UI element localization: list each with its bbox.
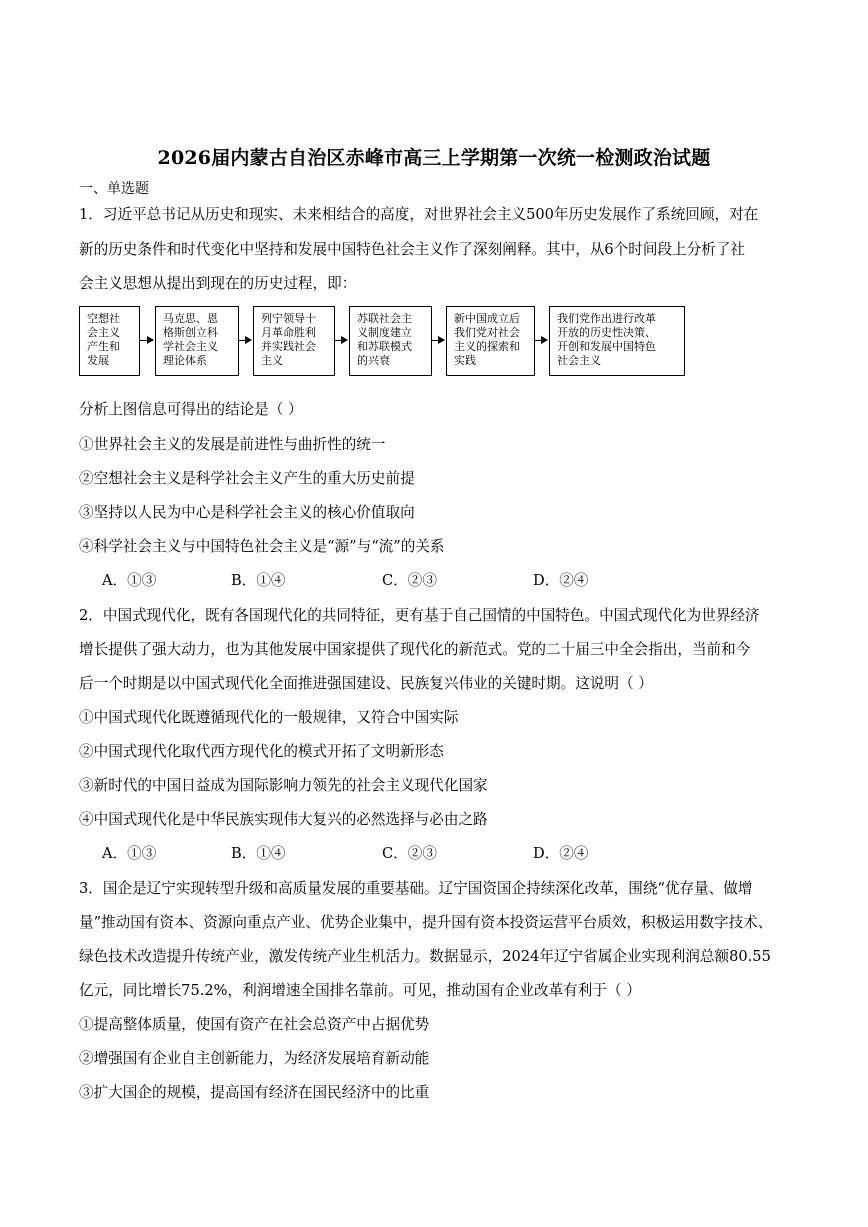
flow-box: 我们党作出进行改革 开放的历史性决策、 开创和发展中国特色 社会主义 xyxy=(549,306,685,376)
q2-option-a: A．①③ xyxy=(102,845,157,862)
q1-stem: 分析上图信息可得出的结论是（ ） xyxy=(79,401,303,418)
q1-option-c: C．②③ xyxy=(382,572,437,589)
q2-item: ③新时代的中国日益成为国际影响力领先的社会主义现代化国家 xyxy=(79,777,488,794)
flow-arrow xyxy=(432,340,444,341)
q3-line: 亿元，同比增长75.2%，利润增速全国排名靠前。可见，推动国有企业改革有利于（ ） xyxy=(79,982,641,999)
q3-line: 量”推动国有资本、资源向重点产业、优势企业集中，提升国有资本投资运营平台质效，积极运用数字技术、 xyxy=(79,914,773,931)
flow-box: 马克思、恩 格斯创立科 学社会主义 理论体系 xyxy=(155,306,239,376)
flow-arrow xyxy=(535,340,547,341)
exam-title: 2026届内蒙古自治区赤峰市高三上学期第一次统一检测政治试题 xyxy=(157,147,711,169)
q1-line: 会主义思想从提出到现在的历史过程，即： xyxy=(79,275,357,292)
q1-item: ②空想社会主义是科学社会主义产生的重大历史前提 xyxy=(79,470,415,487)
flow-arrow xyxy=(239,340,251,341)
q2-item: ①中国式现代化既遵循现代化的一般规律，又符合中国实际 xyxy=(79,709,459,726)
history-flow-diagram xyxy=(79,306,685,378)
q2-item: ②中国式现代化取代西方现代化的模式开拓了文明新形态 xyxy=(79,743,444,760)
q1-option-a: A．①③ xyxy=(102,572,157,589)
q2-option-d: D．②④ xyxy=(533,845,589,862)
q3-item: ③扩大国企的规模，提高国有经济在国民经济中的比重 xyxy=(79,1084,430,1101)
q1-option-d: D．②④ xyxy=(533,572,589,589)
q3-item: ②增强国有企业自主创新能力，为经济发展培育新动能 xyxy=(79,1050,430,1067)
q3-item: ①提高整体质量，使国有资产在社会总资产中占据优势 xyxy=(79,1016,430,1033)
q2-item: ④中国式现代化是中华民族实现伟大复兴的必然选择与必由之路 xyxy=(79,811,488,828)
flow-box: 空想社 会主义 产生和 发展 xyxy=(79,306,140,376)
q2-option-b: B．①④ xyxy=(231,845,286,862)
q1-item: ①世界社会主义的发展是前进性与曲折性的统一 xyxy=(79,436,386,453)
flow-box: 列宁领导十 月革命胜利 并实践社会 主义 xyxy=(253,306,335,376)
flow-arrow xyxy=(335,340,347,341)
q2-line: 后一个时期是以中国式现代化全面推进强国建设、民族复兴伟业的关键时期。这说明（ ） xyxy=(79,675,653,692)
q1-option-b: B．①④ xyxy=(231,572,286,589)
flow-box: 新中国成立后 我们党对社会 主义的探索和 实践 xyxy=(446,306,535,376)
q2-option-c: C．②③ xyxy=(382,845,437,862)
q2-line: 增长提供了强大动力，也为其他发展中国家提供了现代化的新范式。党的二十届三中全会指出，当前和今 xyxy=(79,641,751,658)
section-heading: 一、单选题 xyxy=(79,181,149,197)
q1-line: 新的历史条件和时代变化中坚持和发展中国特色社会主义作了深刻阐释。其中，从6个时间段上分析了社 xyxy=(79,241,746,258)
flow-arrow xyxy=(140,340,153,341)
q1-line: 1．习近平总书记从历史和现实、未来相结合的高度，对世界社会主义500年历史发展作了系统回顾，对在 xyxy=(79,206,759,223)
flow-box: 苏联社会主 义制度建立 和苏联模式 的兴衰 xyxy=(349,306,432,376)
q1-item: ③坚持以人民为中心是科学社会主义的核心价值取向 xyxy=(79,504,415,521)
q1-item: ④科学社会主义与中国特色社会主义是“源”与“流”的关系 xyxy=(79,538,445,555)
q3-line: 绿色技术改造提升传统产业，激发传统产业生机活力。数据显示，2024年辽宁省属企业实现利润总额80.55 xyxy=(79,948,771,965)
q2-line: 2．中国式现代化，既有各国现代化的共同特征，更有基于自己国情的中国特色。中国式现代化为世界经济 xyxy=(79,607,760,624)
q3-line: 3．国企是辽宁实现转型升级和高质量发展的重要基础。辽宁国资国企持续深化改革，围绕“优存量、做增 xyxy=(79,880,753,897)
